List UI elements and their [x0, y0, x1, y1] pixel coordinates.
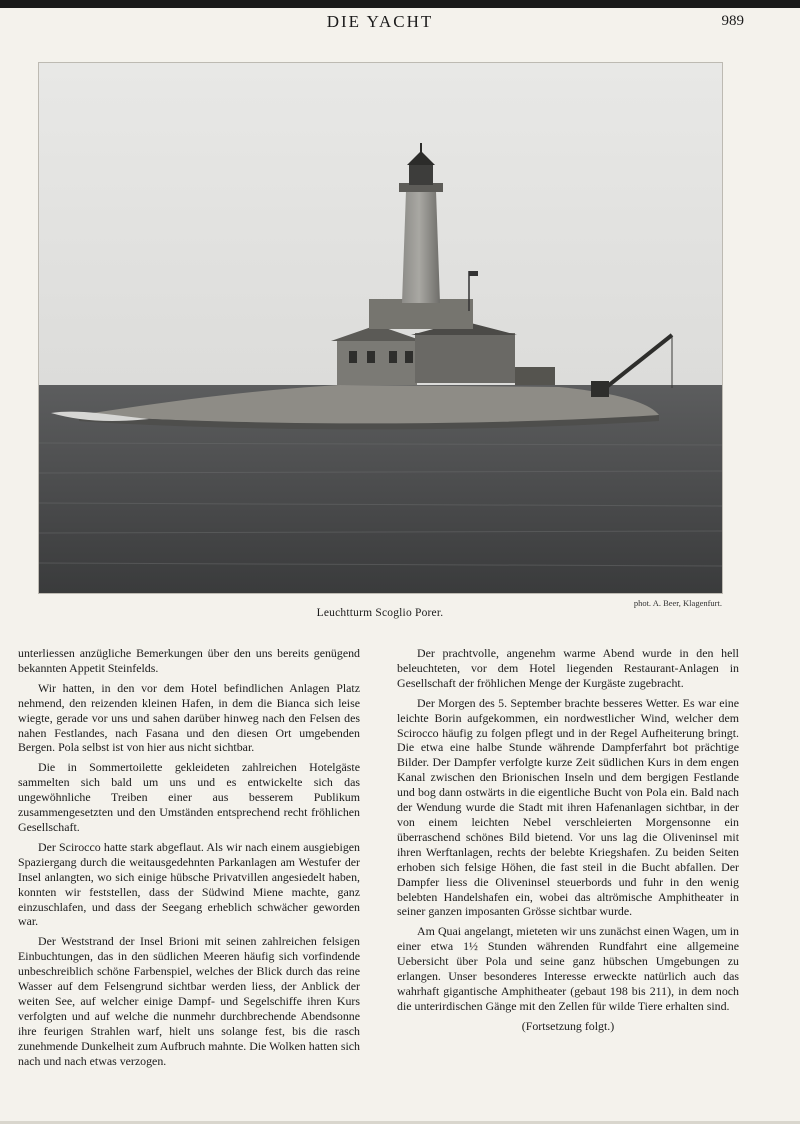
photo-credit: phot. A. Beer, Klagenfurt.	[633, 598, 722, 608]
paragraph: Wir hatten, in den vor dem Hotel befindlichen Anlagen Platz nehmend, den reizenden kleinen Hafen, in dem die Bianca sich leise wiegte, gerade vor uns und sahen darüber hinweg nach den Felsen des nahen Festlandes, nach Fasana und den diesen Ort umgebenden Bergen. Pola selbst ist von hier aus nicht sichtbar.	[18, 680, 360, 755]
paragraph: unterliessen anzügliche Bemerkungen über den uns bereits genügend bekannten Appetit Steinfelds.	[18, 646, 360, 675]
figure-caption: Leuchtturm Scoglio Porer.	[316, 607, 444, 619]
paragraph: Am Quai angelangt, mieteten wir uns zunächst einen Wagen, um in einer etwa 1½ Stunden währenden Rundfahrt eine allgemeine Uebersicht über Pola und seine ganz hübschen Umgebungen zu erlangen. Unser besonderes Interesse erweckte natürlich auch das wahrhaft gigantische Amphitheater (gebaut 198 bis 211), in dem noch die unterirdischen Gänge mit den Zellen für wilde Tiere erhalten sind.	[397, 924, 739, 1013]
lighthouse-illustration	[39, 63, 722, 593]
journal-title: DIE YACHT	[326, 12, 434, 31]
paragraph: Der Weststrand der Insel Brioni mit seinen zahlreichen felsigen Einbuchtungen, das in den südlichen Meeren häufig sich vorfindende unbeschreiblich schöne Farbenspiel, welches der Blick durch das reine Wasser auf dem Felsengrund sichtbar werden liess, der Anblick der weiten See, auf welcher einige Dampf- und Segelschiffe ihren Kurs verfolgten und auf welche die nunmehr durchbrechende Abendsonne ihre feurigen Strahlen warf, hielt uns solange fest, bis die rasch zunehmende Dunkelheit zum Aufbruch mahnte. Die Wolken hatten sich nach und nach etwas verzogen.	[18, 934, 360, 1068]
left-column	[18, 646, 360, 1073]
paragraph: Die in Sommertoilette gekleideten zahlreichen Hotelgäste sammelten sich bald um uns und es entwickelte sich das ungewöhnliche Treiben einer aus besserem Publikum zusammengesetzten und den Umständen entsprechend recht fröhlichen Gesellschaft.	[18, 760, 360, 834]
page-number: 989	[721, 13, 744, 29]
lighthouse-photo	[38, 62, 723, 594]
right-column	[397, 646, 739, 1034]
paragraph: Der Morgen des 5. September brachte besseres Wetter. Es war eine leichte Borin aufgekommen, ein nordwestlicher Wind, welcher dem Scirocco häufig zu folgen pflegt und in der Regel Aufheiterung bringt. Die etwa eine halbe Stunde währende Dampferfahrt bot prächtige Bilder. Der Dampfer verfolgte kurze Zeit südlichen Kurs in dem engen Kanal zwischen den Brionischen Inseln und dem bergigen Festlande und bog dann ostwärts in die eigentliche Bucht von Pola ein. Bald nach der Wendung wurde die Stadt mit ihren Hafenanlagen sichtbar, in der von einem leichten Nebel verschleierten Morgensonne ein überraschend schönes Bild bietend. Vor uns lag die Oliveninsel mit ihren Werftanlagen, rechts der belebte Kriegshafen. Zu beiden Seiten erhoben sich felsige Höhen, die fast steil in die Bucht abfallen. Der Dampfer liess die Oliveninsel steuerbords und fuhr in den wenig belebten Handelshafen ein, wobei das altrömische Amphitheater in seiner ganzen imposanten Grösse sichtbar wurde.	[397, 695, 739, 919]
paragraph: Der prachtvolle, angenehm warme Abend wurde in den hell beleuchteten, vor dem Hotel liegenden Restaurant-Anlagen in Gesellschaft der fröhlichen Menge der Kurgäste zugebracht.	[397, 646, 739, 690]
page-top-border	[0, 0, 800, 8]
paragraph: Der Scirocco hatte stark abgeflaut. Als wir nach einem ausgiebigen Spaziergang durch die weitausgedehnten Parkanlagen am Westufer der Insel anlangten, wo sich einige hübsche Privatvillen angesiedelt haben, konnten wir feststellen, dass der Südwind Miene machte, ganz einzuschlafen, und dass der Seegang erheblich schwächer geworden war.	[18, 839, 360, 929]
continuation-note: (Fortsetzung folgt.)	[521, 1018, 615, 1033]
